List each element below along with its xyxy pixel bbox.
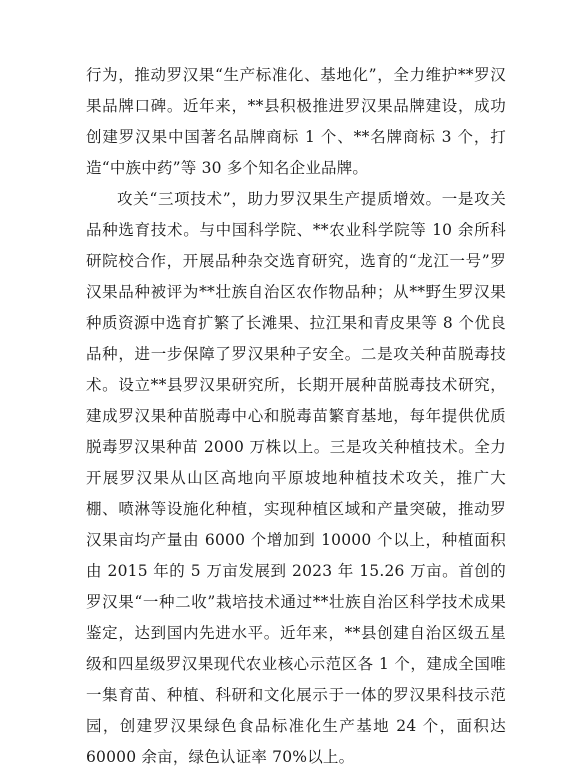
paragraph-technology-research: 攻关“三项技术”，助力罗汉果生产提质增效。一是攻关品种选育技术。与中国科学院、**农业科学院等 10 余所科研院校合作，开展品种杂交选育研究，选育的“龙江一号”罗汉果品种被评为**壮族自治区农作物品种；从**野生罗汉果种质资源中选育扩繁了长滩果、拉江果和青皮果等 8 个优良品种，进一步保障了罗汉果种子安全。二是攻关种苗脱毒技术。设立**县罗汉果研究所，长期开展种苗脱毒技术研究，建成罗汉果种苗脱毒中心和脱毒苗繁育基地，每年提供优质脱毒罗汉果种苗 2000 万株以上。三是攻关种植技术。全力开展罗汉果从山区高地向平原坡地种植技术攻关，推广大棚、喷淋等设施化种植，实现种植区域和产量突破，推动罗汉果亩均产量由 6000 个增加到 10000 个以上，种植面积由 2015 年的 5 万亩发展到 2023 年 15.26 万亩。首创的罗汉果“一种二收”栽培技术通过**壮族自治区科学技术成果鉴定，达到国内先进水平。近年来，**县创建自治区级五星级和四星级罗汉果现代农业核心示范区各 1 个，建成全国唯一集育苗、种植、科研和文化展示于一体的罗汉果科技示范园，创建罗汉果绿色食品标准化生产基地 24 个，面积达 60000 余亩，绿色认证率 70%以上。	[86, 190, 506, 766]
paragraph-brand-building: 行为，推动罗汉果“生产标准化、基地化”，全力维护**罗汉果品牌口碑。近年来，**县积极推进罗汉果品牌建设，成功创建罗汉果中国著名品牌商标 1 个、**名牌商标 3 个，打造“中族中药”等 30 多个知名企业品牌。	[86, 66, 506, 177]
document-body	[86, 60, 506, 773]
